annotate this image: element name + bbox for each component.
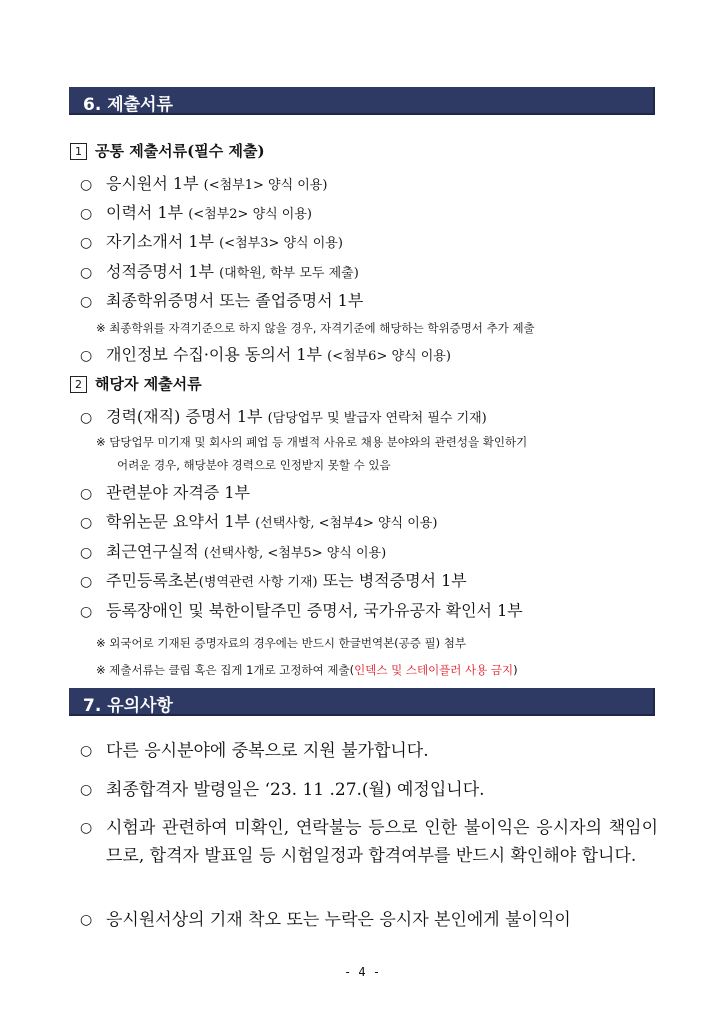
list-item: ○ 최근연구실적 (선택사항, <첨부5> 양식 이용) [80, 542, 387, 561]
notice-paragraph: ○ 최종합격자 발령일은 ‘23. 11 .27.(월) 예정입니다. [80, 776, 658, 804]
list-item: ○ 자기소개서 1부 (<첨부3> 양식 이용) [80, 232, 343, 251]
boxed-number-2: 2 [70, 376, 87, 393]
list-item: ○ 최종학위증명서 또는 졸업증명서 1부 [80, 291, 364, 310]
bullet-icon: ○ [80, 743, 93, 759]
list-item: ○ 응시원서 1부 (<첨부1> 양식 이용) [80, 174, 328, 193]
list-item: ○ 개인정보 수집·이용 동의서 1부 (<첨부6> 양식 이용) [80, 345, 451, 364]
remark-clip: ※ 제출서류는 클립 혹은 집게 1개로 고정하여 제출(인덱스 및 스테이플러 사용 금지) [96, 663, 518, 677]
list-item: ○ 학위논문 요약서 1부 (선택사항, <첨부4> 양식 이용) [80, 512, 438, 531]
bullet-icon: ○ [80, 235, 93, 251]
list-item: ○ 관련분야 자격증 1부 [80, 483, 250, 502]
common-documents-heading [70, 140, 265, 161]
boxed-number-1: 1 [70, 143, 87, 160]
bullet-icon: ○ [80, 820, 93, 836]
notice-paragraph: ○ 다른 응시분야에 중복으로 지원 불가합니다. [80, 737, 658, 765]
bullet-icon: ○ [80, 545, 93, 561]
bullet-icon: ○ [80, 294, 93, 310]
section-7-header [69, 688, 655, 716]
remark-foreign-documents: ※ 외국어로 기재된 증명자료의 경우에는 반드시 한글번역본(공증 필) 첨부 [96, 636, 467, 650]
common-heading-text: 공통 제출서류(필수 제출) [95, 142, 265, 160]
notice-paragraph: ○ 응시원서상의 기재 착오 또는 누락은 응시자 본인에게 불이익이 [80, 906, 658, 934]
list-item: ○ 성적증명서 1부 (대학원, 학부 모두 제출) [80, 262, 359, 281]
list-item: ○ 등록장애인 및 북한이탈주민 증명서, 국가유공자 확인서 1부 [80, 601, 523, 620]
page-number: - 4 - [343, 965, 381, 979]
list-item: ○ 주민등록초본(병역관련 사항 기재) 또는 병적증명서 1부 [80, 571, 467, 590]
remark-career-line2: 어려운 경우, 해당분야 경력으로 인정받지 못할 수 있음 [117, 458, 391, 472]
applicable-documents-heading [70, 373, 202, 394]
remark-degree: ※ 최종학위를 자격기준으로 하지 않을 경우, 자격기준에 해당하는 학위증명서 추가 제출 [96, 321, 535, 335]
applicable-heading-text: 해당자 제출서류 [95, 375, 202, 393]
section-6-title: 6. 제출서류 [83, 95, 173, 115]
list-item: ○ 경력(재직) 증명서 1부 (담당업무 및 발급자 연락처 필수 기재) [80, 407, 487, 426]
section-7-title: 7. 유의사항 [83, 696, 173, 716]
bullet-icon: ○ [80, 410, 93, 426]
notice-paragraph: ○ 시험과 관련하여 미확인, 연락불능 등으로 인한 불이익은 응시자의 책임이므로, 합격자 발표일 등 시험일정과 합격여부를 반드시 확인해야 합니다. [80, 814, 658, 898]
list-item: ○ 이력서 1부 (<첨부2> 양식 이용) [80, 203, 312, 222]
bullet-icon: ○ [80, 206, 93, 222]
bullet-icon: ○ [80, 574, 93, 590]
bullet-icon: ○ [80, 177, 93, 193]
bullet-icon: ○ [80, 515, 93, 531]
bullet-icon: ○ [80, 486, 93, 502]
bullet-icon: ○ [80, 348, 93, 364]
bullet-icon: ○ [80, 604, 93, 620]
bullet-icon: ○ [80, 912, 93, 928]
bullet-icon: ○ [80, 265, 93, 281]
warning-text: 인덱스 및 스테이플러 사용 금지 [354, 663, 514, 677]
remark-career-line1: ※ 담당업무 미기재 및 회사의 폐업 등 개별적 사유로 채용 분야와의 관련성을 확인하기 [96, 435, 528, 449]
bullet-icon: ○ [80, 782, 93, 798]
section-6-header [69, 87, 655, 115]
